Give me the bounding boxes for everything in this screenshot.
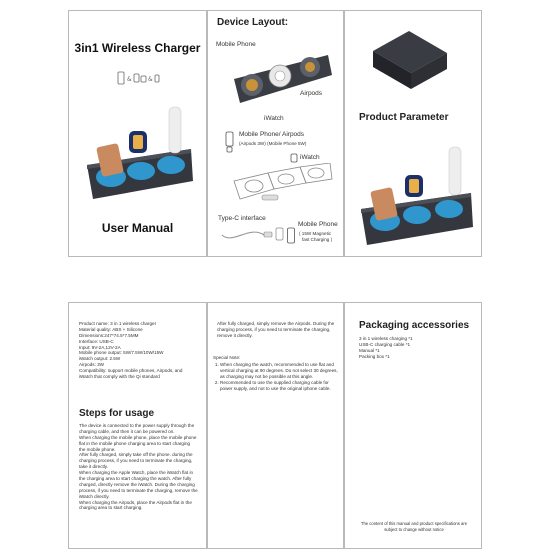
device-icons — [117, 71, 161, 85]
label-mobile-phone: Mobile Phone — [216, 41, 256, 48]
step-line: charging area to start charging. — [79, 505, 143, 511]
steps-text — [79, 423, 198, 511]
packaging-item: USB-C charging cable *1 — [359, 341, 411, 347]
step-line: flat in the mobile phone charging area to start charging — [79, 440, 191, 446]
spec-line: Mobile phone output: 5W/7.5W/10W/15W — [79, 350, 164, 356]
device-layout-panel — [207, 10, 344, 257]
continued-line: remove it directly. — [217, 332, 253, 338]
spec-list — [79, 321, 182, 380]
package-box-image — [367, 23, 451, 93]
earbuds-case-icon — [155, 75, 159, 82]
label-mobile-airpods: Mobile Phone/ Airpods — [239, 131, 305, 138]
spec-line: Airpods: 3W — [79, 362, 105, 368]
spec-line: Dimensions:247*74.5*7.5MM — [79, 332, 139, 338]
spec-line: Input: 9V-2A,12V-2A — [79, 344, 121, 350]
continued-line: charging process, if you need to terminate the charging, — [217, 326, 331, 332]
device-layout-heading: Device Layout: — [217, 17, 289, 28]
charger-folded-outline — [228, 163, 336, 207]
continued-text — [217, 321, 334, 339]
label-mobile-phone-2: Mobile Phone — [298, 221, 338, 228]
packaging-item: Manual *1 — [359, 347, 380, 353]
label-mobile-note-1: ( 15W Magnetic — [299, 231, 332, 236]
step-line: When charging the Airpods, place the Airpods flat in the — [79, 499, 192, 505]
packaging-list — [359, 336, 413, 360]
notes-panel — [207, 302, 344, 549]
packaging-panel — [344, 302, 482, 549]
product-title: 3in1 Wireless Charger — [74, 41, 201, 55]
step-line: process, if you need to terminate the charging, remove the — [79, 487, 198, 493]
step-line: iWatch directly. — [79, 493, 110, 499]
packaging-footer — [357, 521, 471, 533]
step-line: the mobile phone. — [79, 446, 116, 452]
spec-line: Compatibility: support mobile phones, Airpods, and — [79, 368, 183, 374]
charger-product-image-2 — [357, 139, 477, 249]
label-mobile-note-2: fast Charging ) — [302, 237, 333, 242]
step-line: charging cable, and then it can be powered on. — [79, 428, 175, 434]
specs-steps-panel — [68, 302, 207, 549]
label-typec: Type-C interface — [218, 215, 266, 222]
phone-icon — [118, 72, 124, 84]
footer-line: subject to change without notice — [384, 526, 444, 532]
product-parameter-heading: Product Parameter — [359, 112, 449, 123]
spec-line: Product name: 3 in 1 wireless charger — [79, 321, 157, 326]
cover-panel — [68, 10, 207, 257]
step-line: When charging the mobile phone, place the mobile phone — [79, 434, 197, 440]
spec-line: Interface: USB-C — [79, 338, 114, 344]
svg-text:&: & — [127, 76, 132, 83]
packaging-item: 3 in 1 wireless charging *1 — [359, 336, 413, 341]
spec-line: iWatch that comply with the Qi standard — [79, 374, 160, 380]
phone-outline-icon-2 — [286, 227, 296, 245]
packaging-heading: Packaging accessories — [359, 320, 470, 331]
svg-text:&: & — [148, 76, 153, 83]
phone-outline-icon — [224, 131, 236, 153]
label-airpods: Airpods — [300, 90, 323, 97]
label-iwatch: iWatch — [264, 115, 284, 122]
spec-line: Material quality: ABS + Silicone — [79, 326, 143, 332]
watch-icon — [134, 74, 139, 82]
step-line: After fully charged, simply take off the phone. during the — [79, 452, 193, 458]
charger-top-view — [230, 49, 334, 109]
note-item: 2. Recommended to use the supplied charging cable for power supply, and not to use the original iphone cable. — [220, 380, 338, 392]
typec-cable-image — [220, 223, 284, 247]
footer-line: The content of this manual and product specifications are — [360, 521, 468, 526]
product-parameter-panel — [344, 10, 482, 257]
step-line: When charging the Apple Watch, place the iWatch flat in — [79, 470, 194, 476]
spec-line: iWatch output: 2.5W — [79, 356, 121, 362]
manual-title: User Manual — [101, 221, 174, 235]
earbuds-icon — [141, 76, 146, 82]
step-line: take it directly. — [79, 464, 109, 470]
charger-product-image — [83, 95, 195, 205]
packaging-item: Packing box *1 — [359, 353, 390, 359]
step-line: charging process, if you need to terminate the charging, — [79, 458, 193, 464]
special-note-heading: Special Note: — [213, 355, 241, 360]
continued-line: After fully charged, simply remove the Airpods. During the — [217, 321, 335, 326]
special-note-list — [212, 362, 338, 392]
step-line: The device is connected to the power supply through the — [79, 423, 195, 428]
label-iwatch-2: iWatch — [300, 154, 320, 161]
step-line: charged, directly remove the iWatch. During the charging — [79, 481, 195, 487]
note-item: 1. When charging the watch, recommended to use flat and vertical charging at 90 degrees. Do not select 30 degrees, as charging may not be possible at this angle. — [220, 362, 338, 380]
label-mobile-airpods-note: (Airpods 3W) (Mobile Phone 5W) — [239, 141, 307, 146]
step-line: the charging area to start charging the watch. After fully — [79, 476, 192, 482]
steps-heading: Steps for usage — [79, 408, 155, 419]
